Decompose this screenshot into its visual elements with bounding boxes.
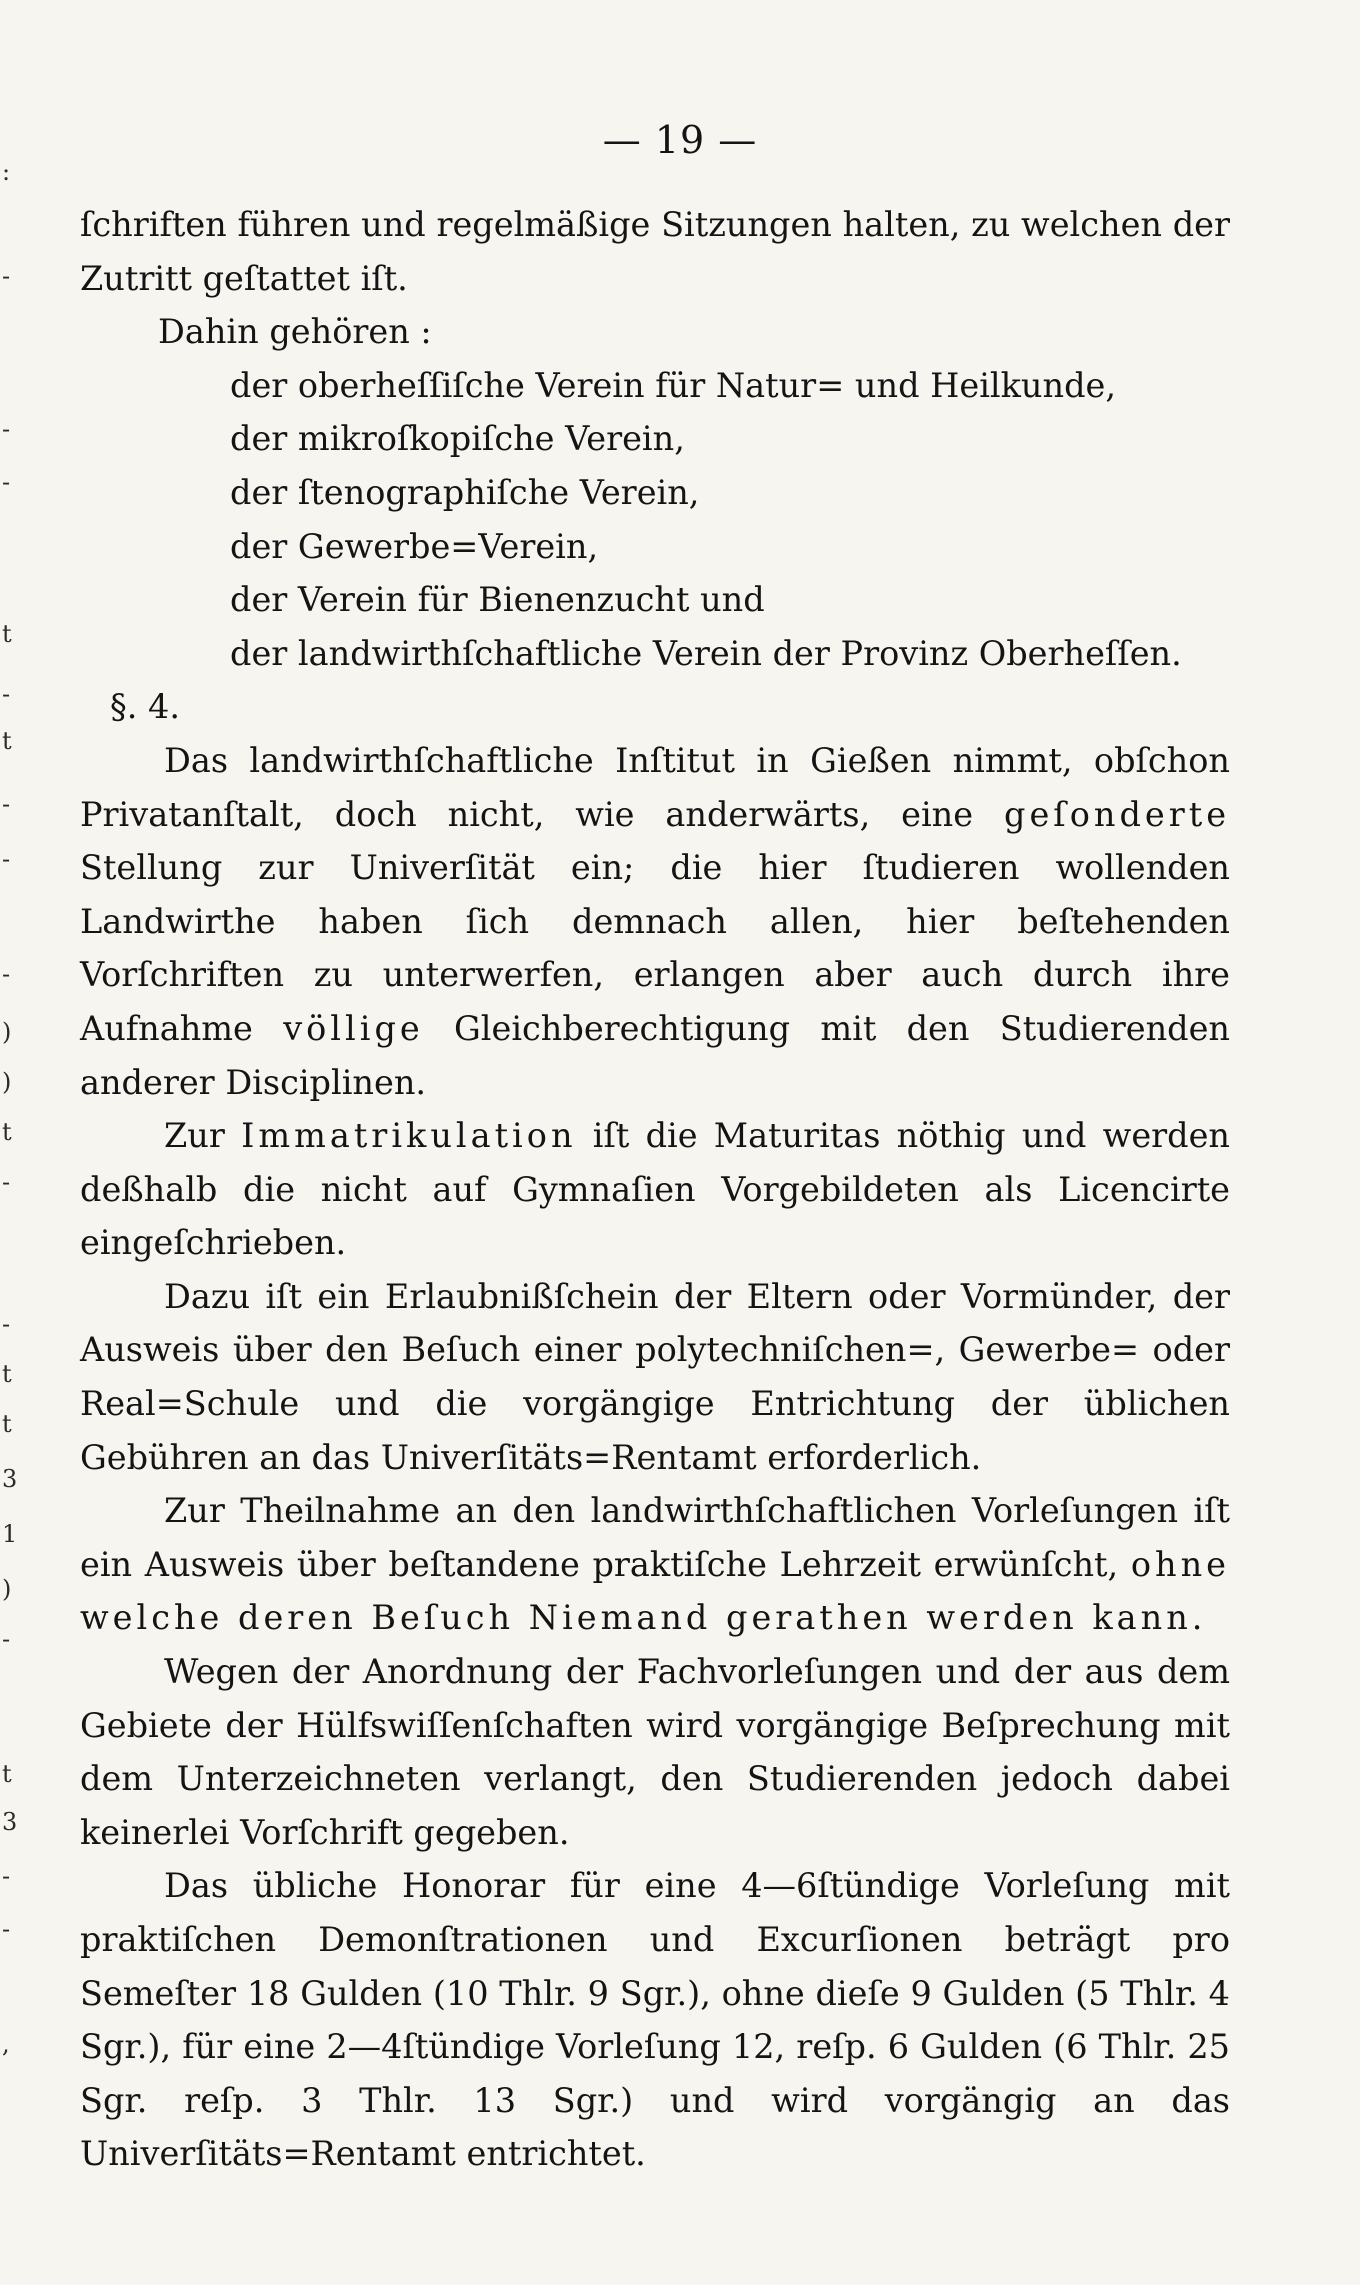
margin-fragment: - xyxy=(2,1168,11,1196)
margin-fragment: - xyxy=(2,415,11,443)
paragraph-theilnahme xyxy=(80,1484,1230,1645)
left-margin-bleed xyxy=(2,0,22,2285)
margin-fragment: t xyxy=(2,1410,12,1438)
paragraph-institute xyxy=(80,734,1230,1109)
paragraph-erlaubnisschein: Dazu iſt ein Erlaubnißſchein der Eltern oder Vormünder, der Ausweis über den Beſuch einer polytechniſchen=, Gewerbe= oder Real=Schule und die vorgängige Entrichtung der üblichen Gebühren an das Univerſitäts=Rentamt erforderlich. xyxy=(80,1276,1230,1477)
margin-fragment: - xyxy=(2,845,11,873)
paragraph-anordnung: Wegen der Anordnung der Fachvorleſungen und der aus dem Gebiete der Hülfswiſſenſchaften wird vorgängige Beſprechung mit dem Unterzeichneten verlangt, den Studierenden jedoch dabei keinerlei Vorſchrift gegeben. xyxy=(80,1652,1230,1852)
list-item: der mikroſkopiſche Verein, xyxy=(230,419,685,459)
margin-fragment: - xyxy=(2,262,11,290)
text-run: Stellung zur Univerſität ein; die hier ſtudieren wollenden Landwirthe haben ſich demnach allen, hier beſtehenden Vorſchriften zu unterwerfen, erlangen aber auch durch ihre Aufnahme xyxy=(80,848,1230,1048)
emphasis-text: völlige xyxy=(283,1008,424,1048)
margin-fragment: - xyxy=(2,790,11,818)
list-item: der oberheſſiſche Verein für Natur= und Heilkunde, xyxy=(230,365,1116,405)
margin-fragment: ) xyxy=(2,1575,12,1603)
emphasis-text: ohne welche deren Beſuch Niemand gerathen werden kann. xyxy=(80,1544,1230,1638)
margin-fragment: t xyxy=(2,1360,12,1388)
margin-fragment: ) xyxy=(2,1068,12,1096)
margin-fragment: 3 xyxy=(2,1465,18,1493)
text-run: Zur xyxy=(164,1116,225,1156)
margin-fragment: - xyxy=(2,680,11,708)
margin-fragment: t xyxy=(2,727,12,755)
page-number: — 19 — xyxy=(602,118,758,162)
margin-fragment: t xyxy=(2,1118,12,1146)
list-item: der landwirthſchaftliche Verein der Provinz Oberheſſen. xyxy=(230,633,1182,673)
text-run: iſt die Maturitas nöthig und werden deßhalb die nicht auf Gymnaſien Vorgebildeten als Licencirte eingeſchrieben. xyxy=(80,1116,1230,1263)
emphasis-text: geſonderte xyxy=(1004,794,1231,834)
margin-fragment: 3 xyxy=(2,1808,18,1836)
section-heading: §. 4. xyxy=(110,687,181,727)
society-list xyxy=(80,359,1230,681)
margin-fragment: t xyxy=(2,620,12,648)
list-item: der ſtenographiſche Verein, xyxy=(230,472,700,512)
margin-fragment: - xyxy=(2,1862,11,1890)
intro-paragraph: ſchriften führen und regelmäßige Sitzungen halten, zu welchen der Zutritt geſtattet iſt. xyxy=(80,205,1230,298)
margin-fragment: - xyxy=(2,468,11,496)
paragraph-honorar: Das übliche Honorar für eine 4—6ſtündige Vorleſung mit praktiſchen Demonſtrationen und Excurſionen beträgt pro Semeſter 18 Gulden (10 Thlr. 9 Sgr.), ohne dieſe 9 Gulden (5 Thlr. 4 Sgr.), für eine 2—4ſtündige Vorleſung 12, reſp. 6 Gulden (6 Thlr. 25 Sgr. reſp. 3 Thlr. 13 Sgr.) und wird vorgängig an das Univerſitäts=Rentamt entrichtet. xyxy=(80,1866,1230,2174)
list-item: der Gewerbe=Verein, xyxy=(230,526,599,566)
text-run: Das landwirthſchaftliche Inſtitut in Gießen nimmt, obſchon Privatanſtalt, doch nicht, wie anderwärts, eine xyxy=(80,740,1230,834)
dahin-label: Dahin gehören : xyxy=(158,312,432,352)
margin-fragment: , xyxy=(2,2030,10,2058)
margin-fragment: 1 xyxy=(2,1520,18,1548)
margin-fragment: t xyxy=(2,1760,12,1788)
margin-fragment: - xyxy=(2,1915,11,1943)
text-run: Gleichberechtigung mit den Studierenden anderer Disciplinen. xyxy=(80,1008,1230,1102)
body-text xyxy=(80,198,1230,2181)
margin-fragment: - xyxy=(2,960,11,988)
emphasis-text: Immatrikulation xyxy=(241,1116,577,1156)
margin-fragment: : xyxy=(2,158,11,186)
list-item: der Verein für Bienenzucht und xyxy=(230,580,765,620)
text-run: Zur Theilnahme an den landwirthſchaftlichen Vorleſungen iſt ein Ausweis über beſtandene praktiſche Lehrzeit erwünſcht, xyxy=(80,1491,1230,1584)
paragraph-immatrikulation xyxy=(80,1109,1230,1270)
margin-fragment: ) xyxy=(2,1018,12,1046)
margin-fragment: - xyxy=(2,1625,11,1653)
margin-fragment: - xyxy=(2,1310,11,1338)
